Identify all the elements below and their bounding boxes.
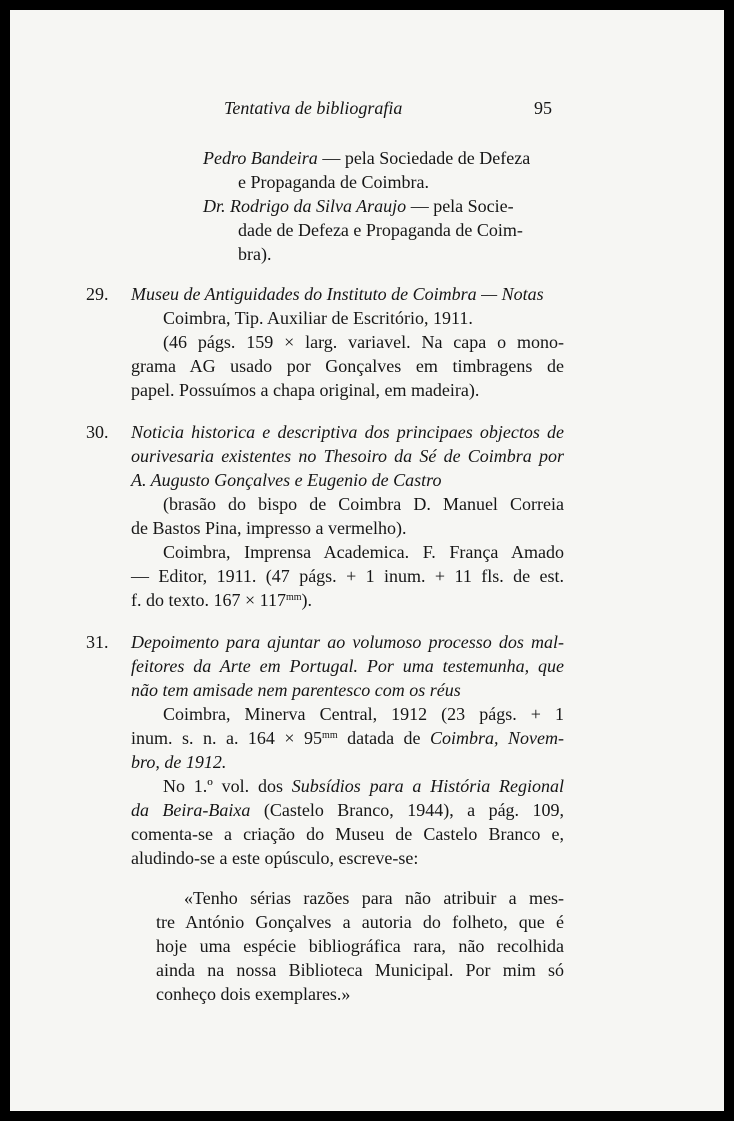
entry-line: aludindo-se a este opúsculo, escreve-se: [131,848,419,868]
page-number: 95 [534,98,552,118]
entry-title-line: ourivesaria existentes no Thesoiro da Sé de Coimbra por [131,446,564,466]
entry-title-line: A. Augusto Gonçalves e Eugenio de Castro [131,470,442,490]
quote-line: conheço dois exemplares.» [156,984,351,1004]
entry-title-line: Noticia historica e descriptiva dos principaes objectos de [131,422,564,442]
intro-line-5: bra). [238,244,272,264]
entry-number: 31. [86,632,109,652]
quote-line: hoje uma espécie bibliográfica rara, não recolhida [156,936,564,956]
running-head [10,96,724,120]
quote-line: «Tenho sérias razões para não atribuir a mes- [184,888,564,908]
entry-title-line: Museu de Antiguidades do Instituto de Coimbra — Notas [131,284,544,304]
entry-line: f. do texto. $167 \times 117^{mm}$). [131,590,313,610]
book-page [10,10,724,1111]
entry-line: da Beira-Baixa (Castelo Branco, 1944), a pág. 109, [131,800,564,820]
entry-line: papel. Possuímos a chapa original, em madeira). [131,380,480,400]
entry-line: grama AG usado por Gonçalves em timbragens de [131,356,564,376]
running-head-title: Tentativa de bibliografia [224,98,403,118]
entry-line: — Editor, 1911. (47 págs. + 1 inum. + 11 fls. de est. [131,566,564,586]
entry-line: Coimbra, Imprensa Academica. F. França Amado [163,542,564,562]
entry-title-line: Depoimento para ajuntar ao volumoso processo dos mal- [131,632,564,652]
entry-line: No 1.º vol. dos Subsídios para a História Regional [163,776,564,796]
entry-line: bro, de 1912. [131,752,227,772]
entry-title-line: não tem amisade nem parentesco com os réus [131,680,461,700]
intro-line-1: Pedro Bandeira — pela Sociedade de Defeza [203,148,531,168]
entry-title-line: feitores da Arte em Portugal. Por uma testemunha, que [131,656,564,676]
intro-line-4: dade de Defeza e Propaganda de Coim- [238,220,523,240]
entry-line: Coimbra, Tip. Auxiliar de Escritório, 1911. [163,308,473,328]
entry-line: comenta-se a criação do Museu de Castelo Branco e, [131,824,564,844]
entry-number: 29. [86,284,109,304]
quote-line: tre António Gonçalves a autoria do folheto, que é [156,912,564,932]
intro-line-3: Dr. Rodrigo da Silva Araujo — pela Socie- [203,196,514,216]
entry-line: de Bastos Pina, impresso a vermelho). [131,518,407,538]
intro-line-2: e Propaganda de Coimbra. [238,172,429,192]
quote-line: ainda na nossa Biblioteca Municipal. Por mim só [156,960,564,980]
entry-line: Coimbra, Minerva Central, 1912 (23 págs. + 1 [163,704,564,724]
entry-number: 30. [86,422,109,442]
entry-line: inum. s. n. a. $164 \times 95^{mm}$ datada de Coimbra, Novem- [131,728,564,748]
entry-line: (brasão do bispo de Coimbra D. Manuel Correia [163,494,564,514]
entry-line: (46 págs. 159 × larg. variavel. Na capa o mono- [163,332,564,352]
